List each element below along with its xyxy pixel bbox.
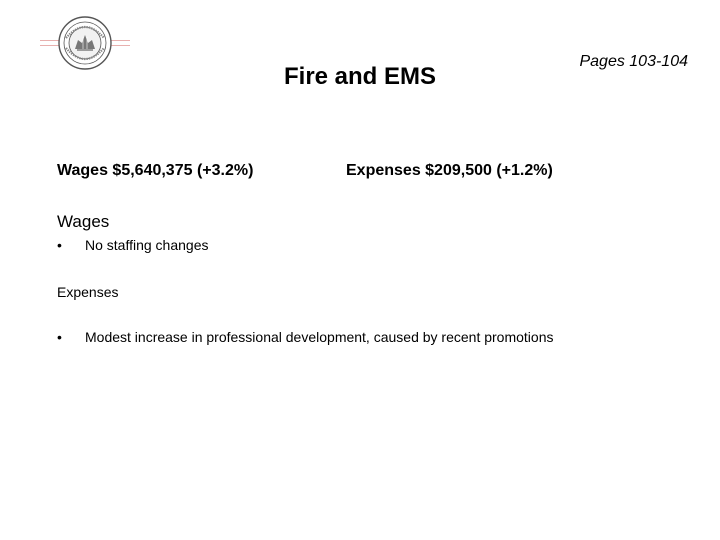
bullet-item xyxy=(57,236,209,254)
bullet-text: Modest increase in professional development, caused by recent promotions xyxy=(85,329,554,345)
bullet-icon: • xyxy=(57,237,62,253)
bullet-icon: • xyxy=(57,329,62,345)
slide-title: Fire and EMS xyxy=(283,63,437,90)
bullet-text: No staffing changes xyxy=(85,237,209,253)
wages-heading: Wages xyxy=(57,212,110,231)
expenses-summary: Expenses $209,500 (+1.2%) xyxy=(346,162,553,179)
wages-summary: Wages $5,640,375 (+3.2%) xyxy=(57,162,254,179)
bullet-item xyxy=(57,328,553,346)
expenses-heading: Expenses xyxy=(57,284,119,300)
page-reference: Pages 103-104 xyxy=(579,53,688,70)
